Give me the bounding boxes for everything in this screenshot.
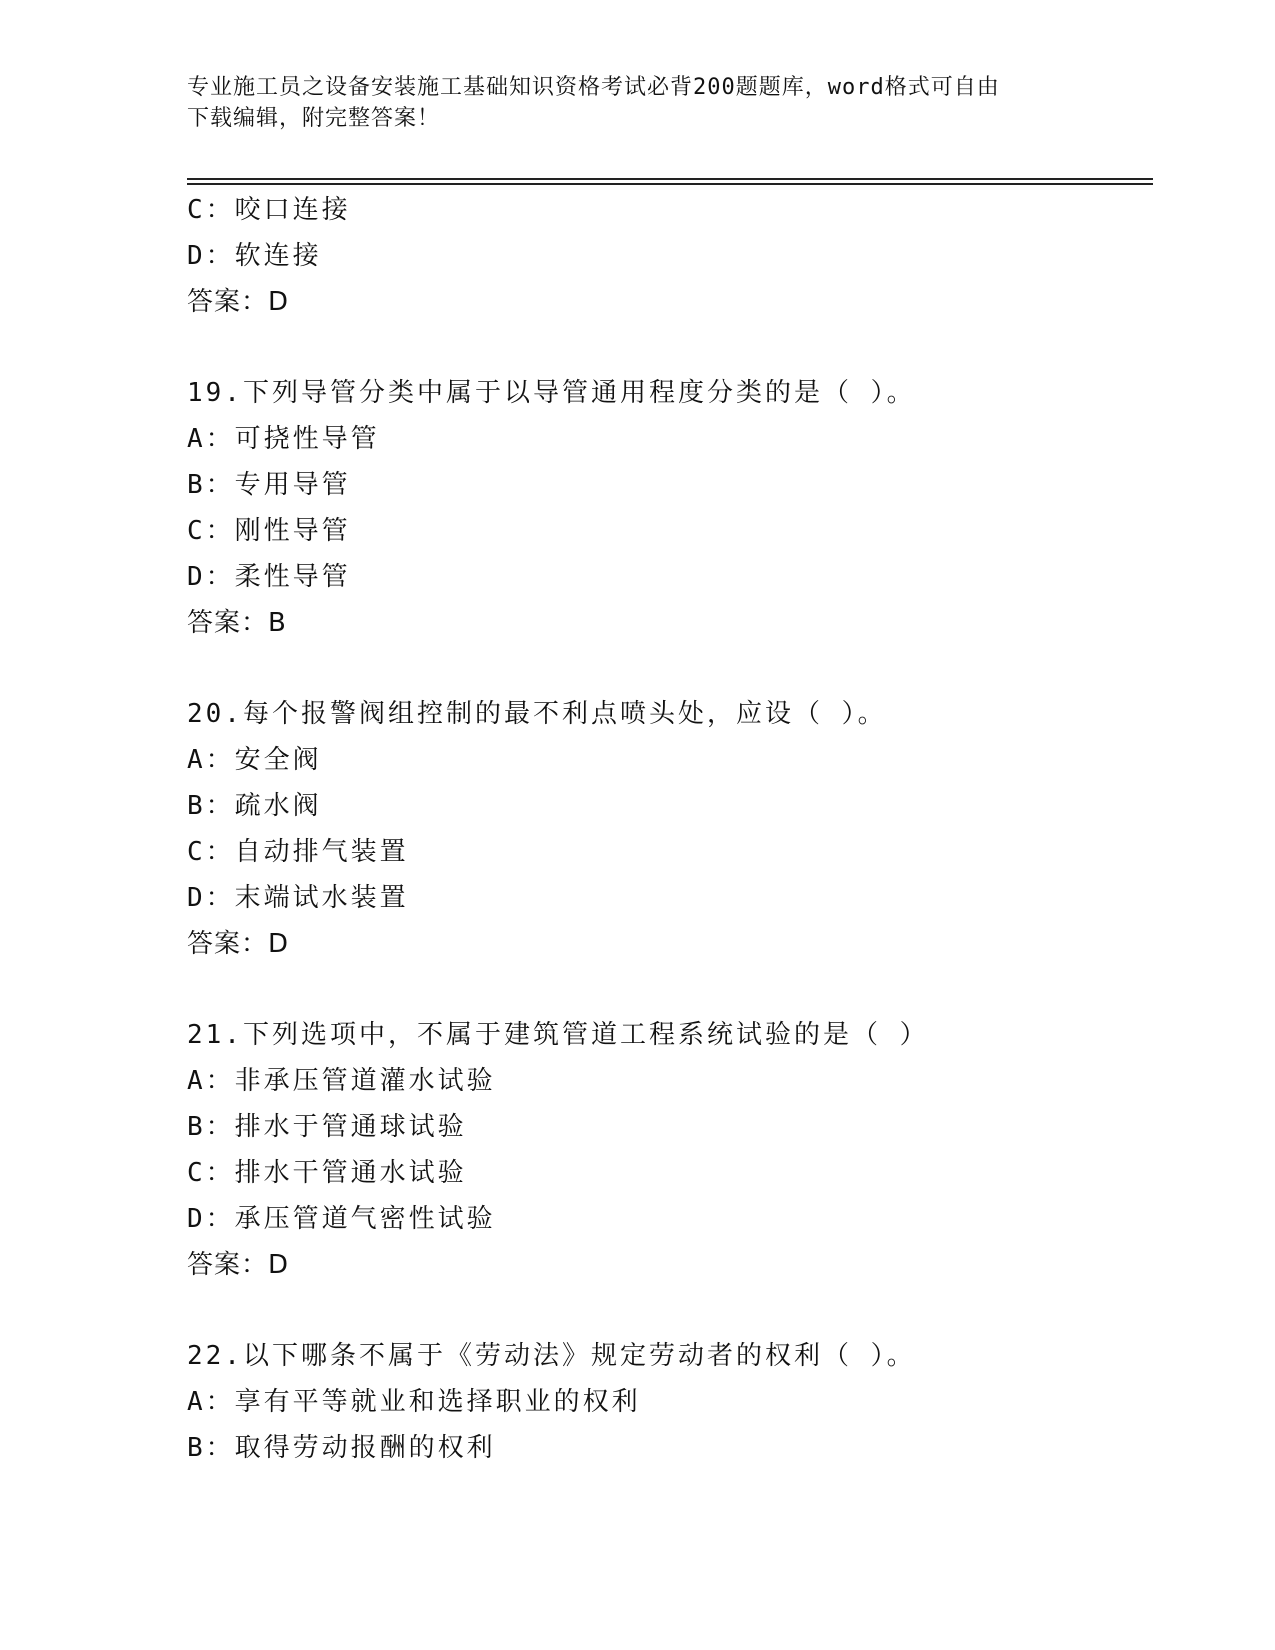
option-d: D：承压管道气密性试验	[187, 1204, 496, 1234]
option-b: B：取得劳动报酬的权利	[187, 1433, 496, 1463]
document-header	[187, 72, 1067, 134]
answer-line: 答案：D	[187, 287, 290, 317]
question-stem-21: 21.下列选项中，不属于建筑管道工程系统试验的是（ ）	[187, 1020, 929, 1050]
answer-line: 答案：D	[187, 929, 290, 959]
option-d: D：末端试水装置	[187, 883, 409, 913]
answer-line: 答案：B	[187, 608, 287, 638]
question-stem-20: 20.每个报警阀组控制的最不利点喷头处，应设（ ）。	[187, 699, 887, 729]
header-line-2: 下载编辑，附完整答案！	[187, 106, 441, 131]
option-b: B：排水于管通球试验	[187, 1112, 467, 1142]
option-a: A：可挠性导管	[187, 424, 380, 454]
option-a: A：享有平等就业和选择职业的权利	[187, 1387, 641, 1417]
option-a: A：安全阀	[187, 745, 322, 775]
option-d: D：柔性导管	[187, 562, 351, 592]
header-line-1: 专业施工员之设备安装施工基础知识资格考试必背200题题库，word格式可自由	[187, 75, 1000, 100]
option-a: A：非承压管道灌水试验	[187, 1066, 496, 1096]
question-list	[187, 187, 1153, 1471]
question-stem-19: 19.下列导管分类中属于以导管通用程度分类的是（ ）。	[187, 378, 916, 408]
option-c: C：刚性导管	[187, 516, 351, 546]
option-b: B：专用导管	[187, 470, 351, 500]
option-b: B：疏水阀	[187, 791, 322, 821]
header-divider-bottom	[187, 183, 1153, 185]
answer-line: 答案：D	[187, 1250, 290, 1280]
option-c: C：咬口连接	[187, 195, 351, 225]
option-c: C：排水干管通水试验	[187, 1158, 467, 1188]
question-stem-22: 22.以下哪条不属于《劳动法》规定劳动者的权利（ ）。	[187, 1341, 916, 1371]
option-d: D：软连接	[187, 241, 322, 271]
header-divider-top	[187, 178, 1153, 180]
option-c: C：自动排气装置	[187, 837, 409, 867]
